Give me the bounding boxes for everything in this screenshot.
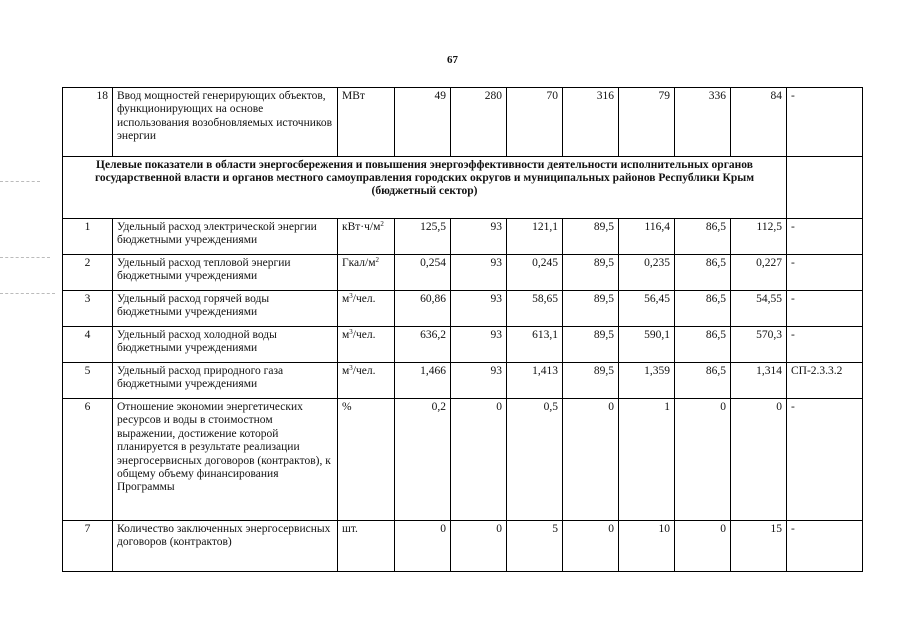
row-value: 89,5 bbox=[563, 291, 619, 327]
row-index: 4 bbox=[63, 327, 113, 363]
row-value: 89,5 bbox=[563, 327, 619, 363]
row-value: 58,65 bbox=[507, 291, 563, 327]
row-note: - bbox=[787, 219, 863, 255]
row-value: 70 bbox=[507, 88, 563, 157]
row-value: 93 bbox=[451, 291, 507, 327]
section-header-row bbox=[63, 157, 863, 219]
row-note: - bbox=[787, 327, 863, 363]
row-note: - bbox=[787, 255, 863, 291]
unit-tail: /чел. bbox=[352, 329, 376, 341]
table-row bbox=[63, 399, 863, 521]
row-value: 86,5 bbox=[675, 255, 731, 291]
page-number: 67 bbox=[447, 54, 458, 66]
unit-exponent: 2 bbox=[380, 220, 384, 228]
unit-exponent: 3 bbox=[349, 328, 353, 336]
row-value: 93 bbox=[451, 255, 507, 291]
row-value: 125,5 bbox=[395, 219, 451, 255]
row-index: 7 bbox=[63, 521, 113, 572]
unit-base: шт. bbox=[342, 523, 358, 535]
section-title: Целевые показатели в области энергосбережения и повышения энергоэффективности деятельности исполнительных органов государственной власти и органов местного самоуправления городских округов и муниципальных районов Республики Крым bbox=[94, 159, 755, 184]
row-value: 0,254 bbox=[395, 255, 451, 291]
table-row bbox=[63, 521, 863, 572]
unit-base: м bbox=[342, 293, 350, 305]
table-row bbox=[63, 291, 863, 327]
row-note: СП-2.3.3.2 bbox=[787, 363, 863, 399]
unit-tail: /чел. bbox=[352, 365, 376, 377]
row-unit bbox=[338, 291, 395, 327]
row-value: 86,5 bbox=[675, 327, 731, 363]
table-row bbox=[63, 88, 863, 157]
row-name: Отношение экономии энергетических ресурсов и воды в стоимостном выражении, достижение которой планируется в результате реализации энергосервисных договоров (контрактов), к общему объему финансирования Программы bbox=[113, 399, 338, 521]
row-value: 86,5 bbox=[675, 219, 731, 255]
row-value: 49 bbox=[395, 88, 451, 157]
row-index: 5 bbox=[63, 363, 113, 399]
row-unit bbox=[338, 255, 395, 291]
unit-base: м bbox=[342, 329, 350, 341]
row-value: 0,235 bbox=[619, 255, 675, 291]
table-row bbox=[63, 219, 863, 255]
row-value: 112,5 bbox=[731, 219, 787, 255]
row-value: 93 bbox=[451, 363, 507, 399]
row-value: 54,55 bbox=[731, 291, 787, 327]
row-value: 56,45 bbox=[619, 291, 675, 327]
row-value: 613,1 bbox=[507, 327, 563, 363]
row-unit: МВт bbox=[338, 88, 395, 157]
row-unit bbox=[338, 521, 395, 572]
row-value: 1,359 bbox=[619, 363, 675, 399]
row-name: Удельный расход электрической энергии бюджетными учреждениями bbox=[113, 219, 338, 255]
row-note: - bbox=[787, 521, 863, 572]
row-value: 0 bbox=[675, 399, 731, 521]
row-name: Ввод мощностей генерирующих объектов, функционирующих на основе использования возобновляемых источников энергии bbox=[113, 88, 338, 157]
row-value: 15 bbox=[731, 521, 787, 572]
indicators-table bbox=[62, 87, 863, 572]
row-name: Количество заключенных энергосервисных договоров (контрактов) bbox=[113, 521, 338, 572]
row-value: 0 bbox=[451, 399, 507, 521]
row-value: 590,1 bbox=[619, 327, 675, 363]
row-value: 280 bbox=[451, 88, 507, 157]
row-value: 1 bbox=[619, 399, 675, 521]
row-name: Удельный расход горячей воды бюджетными учреждениями bbox=[113, 291, 338, 327]
row-name: Удельный расход природного газа бюджетными учреждениями bbox=[113, 363, 338, 399]
unit-exponent: 3 bbox=[349, 292, 353, 300]
row-unit bbox=[338, 399, 395, 521]
row-value: 93 bbox=[451, 219, 507, 255]
row-value: 89,5 bbox=[563, 255, 619, 291]
table-body bbox=[63, 88, 863, 219]
row-value: 636,2 bbox=[395, 327, 451, 363]
unit-base: Гкал/м bbox=[342, 257, 376, 269]
row-value: 1,314 bbox=[731, 363, 787, 399]
table-row bbox=[63, 255, 863, 291]
row-name: Удельный расход тепловой энергии бюджетными учреждениями bbox=[113, 255, 338, 291]
row-unit bbox=[338, 327, 395, 363]
row-value: 79 bbox=[619, 88, 675, 157]
unit-exponent: 2 bbox=[375, 256, 379, 264]
unit-exponent: 3 bbox=[349, 364, 353, 372]
row-note: - bbox=[787, 399, 863, 521]
row-value: 0,245 bbox=[507, 255, 563, 291]
row-value: 336 bbox=[675, 88, 731, 157]
row-value: 0 bbox=[563, 399, 619, 521]
row-value: 0,227 bbox=[731, 255, 787, 291]
scan-artifact-line bbox=[0, 293, 55, 294]
row-value: 0 bbox=[395, 521, 451, 572]
row-value: 316 bbox=[563, 88, 619, 157]
row-index: 1 bbox=[63, 219, 113, 255]
row-value: 0,5 bbox=[507, 399, 563, 521]
unit-base: м bbox=[342, 365, 350, 377]
row-index: 6 bbox=[63, 399, 113, 521]
row-value: 86,5 bbox=[675, 363, 731, 399]
row-value: 60,86 bbox=[395, 291, 451, 327]
unit-base: % bbox=[342, 401, 352, 413]
row-value: 5 bbox=[507, 521, 563, 572]
row-value: 1,413 bbox=[507, 363, 563, 399]
row-value: 0 bbox=[563, 521, 619, 572]
section-note-cell bbox=[787, 157, 863, 219]
scan-artifact-line bbox=[0, 181, 40, 182]
table-row bbox=[63, 327, 863, 363]
row-value: 0,2 bbox=[395, 399, 451, 521]
row-value: 1,466 bbox=[395, 363, 451, 399]
section-header bbox=[63, 157, 787, 219]
row-value: 89,5 bbox=[563, 363, 619, 399]
row-value: 86,5 bbox=[675, 291, 731, 327]
row-note: - bbox=[787, 291, 863, 327]
row-index: 18 bbox=[63, 88, 113, 157]
row-unit bbox=[338, 363, 395, 399]
table-row bbox=[63, 363, 863, 399]
row-index: 3 bbox=[63, 291, 113, 327]
row-value: 89,5 bbox=[563, 219, 619, 255]
row-value: 121,1 bbox=[507, 219, 563, 255]
row-value: 93 bbox=[451, 327, 507, 363]
row-value: 0 bbox=[675, 521, 731, 572]
row-value: 116,4 bbox=[619, 219, 675, 255]
row-value: 0 bbox=[731, 399, 787, 521]
row-name: Удельный расход холодной воды бюджетными учреждениями bbox=[113, 327, 338, 363]
scan-artifact-line bbox=[0, 257, 50, 258]
unit-base: кВт·ч/м bbox=[342, 221, 381, 233]
section-subtitle: (бюджетный сектор) bbox=[371, 185, 478, 197]
row-note: - bbox=[787, 88, 863, 157]
row-value: 10 bbox=[619, 521, 675, 572]
row-value: 84 bbox=[731, 88, 787, 157]
row-value: 570,3 bbox=[731, 327, 787, 363]
row-value: 0 bbox=[451, 521, 507, 572]
row-unit bbox=[338, 219, 395, 255]
indicator-rows bbox=[63, 219, 863, 572]
row-index: 2 bbox=[63, 255, 113, 291]
unit-tail: /чел. bbox=[352, 293, 376, 305]
